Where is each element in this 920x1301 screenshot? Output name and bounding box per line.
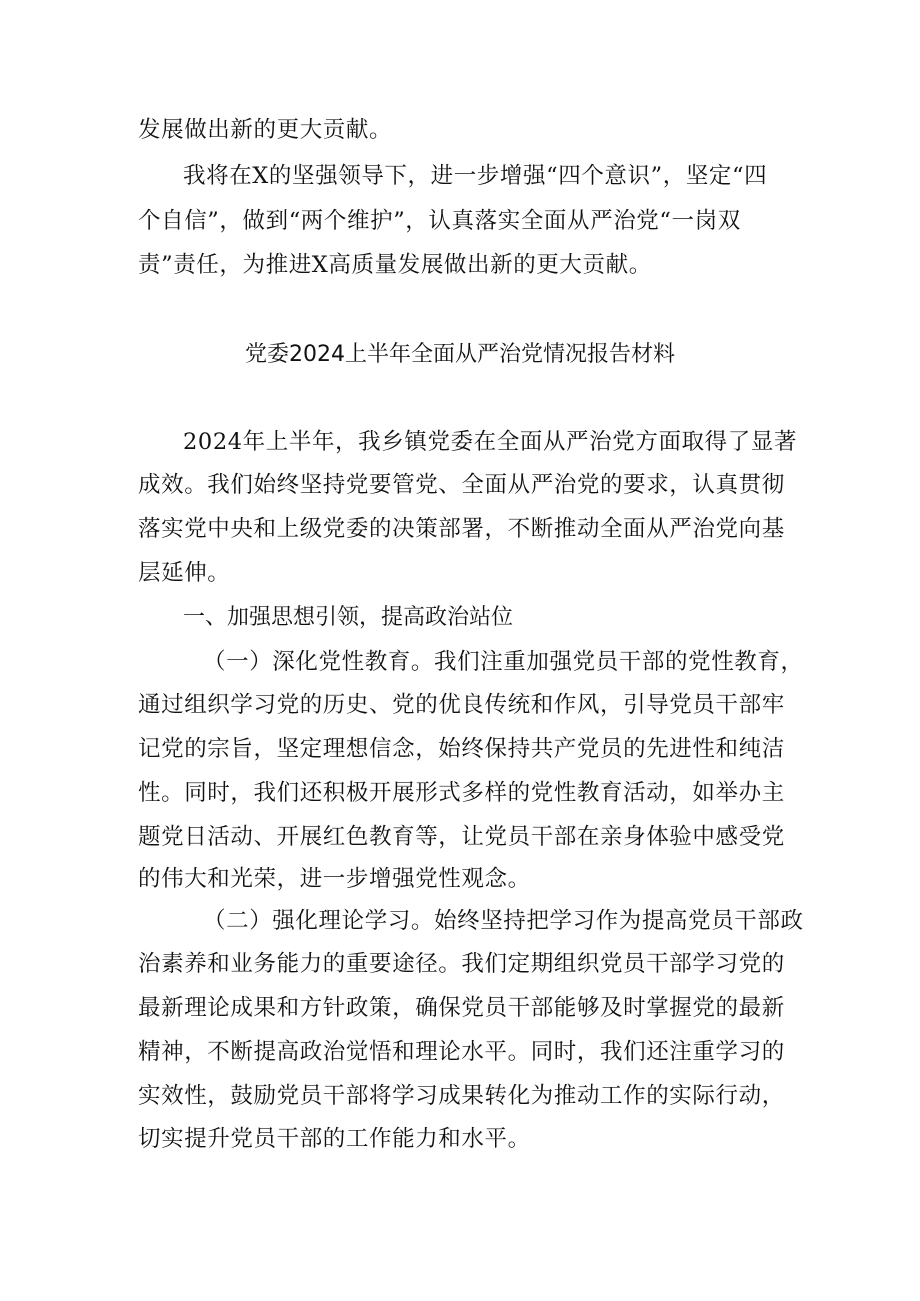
text-line: 发展做出新的更大贡献。 [138, 117, 393, 143]
text-line: 2024年上半年，我乡镇党委在全面从严治党方面取得了显著 [183, 429, 798, 455]
text-line: 性。同时，我们还积极开展形式多样的党性教育活动，如举办主 [138, 780, 785, 806]
text-line: 记党的宗旨，坚定理想信念，始终保持共产党员的先进性和纯洁 [138, 736, 785, 762]
text-line: 治素养和业务能力的重要途径。我们定期组织党员干部学习党的 [138, 951, 785, 977]
text-line: 层延伸。 [138, 560, 231, 586]
text-line: 精神，不断提高政治觉悟和理论水平。同时，我们还注重学习的 [138, 1039, 785, 1065]
text-line: 个自信”，做到“两个维护”，认真落实全面从严治党“一岗双 [138, 208, 741, 234]
text-line: 通过组织学习党的历史、党的优良传统和作风，引导党员干部牢 [138, 692, 785, 718]
section-heading: 一、加强思想引领，提高政治站位 [183, 605, 514, 630]
text-line: 题党日活动、开展红色教育等，让党员干部在亲身体验中感受党 [138, 824, 785, 850]
text-line: 责”责任，为推进X高质量发展做出新的更大贡献。 [138, 252, 652, 278]
text-line: 实效性，鼓励党员干部将学习成果转化为推动工作的实际行动， [138, 1083, 785, 1109]
text-line: 的伟大和光荣，进一步增强党性观念。 [138, 866, 531, 892]
text-line: （二）强化理论学习。始终坚持把学习作为提高党员干部政 [203, 908, 804, 934]
text-line: 落实党中央和上级党委的决策部署，不断推动全面从严治党向基 [138, 516, 785, 542]
document-title: 党委2024上半年全面从严治党情况报告材料 [245, 342, 675, 367]
text-line: 最新理论成果和方针政策，确保党员干部能够及时掌握党的最新 [138, 995, 785, 1021]
text-line: 成效。我们始终坚持党要管党、全面从严治党的要求，认真贯彻 [138, 472, 785, 498]
text-line: （一）深化党性教育。我们注重加强党员干部的党性教育， [203, 649, 804, 675]
text-line: 切实提升党员干部的工作能力和水平。 [138, 1126, 531, 1152]
text-line: 我将在X的坚强领导下，进一步增强“四个意识”，坚定“四 [183, 163, 768, 189]
